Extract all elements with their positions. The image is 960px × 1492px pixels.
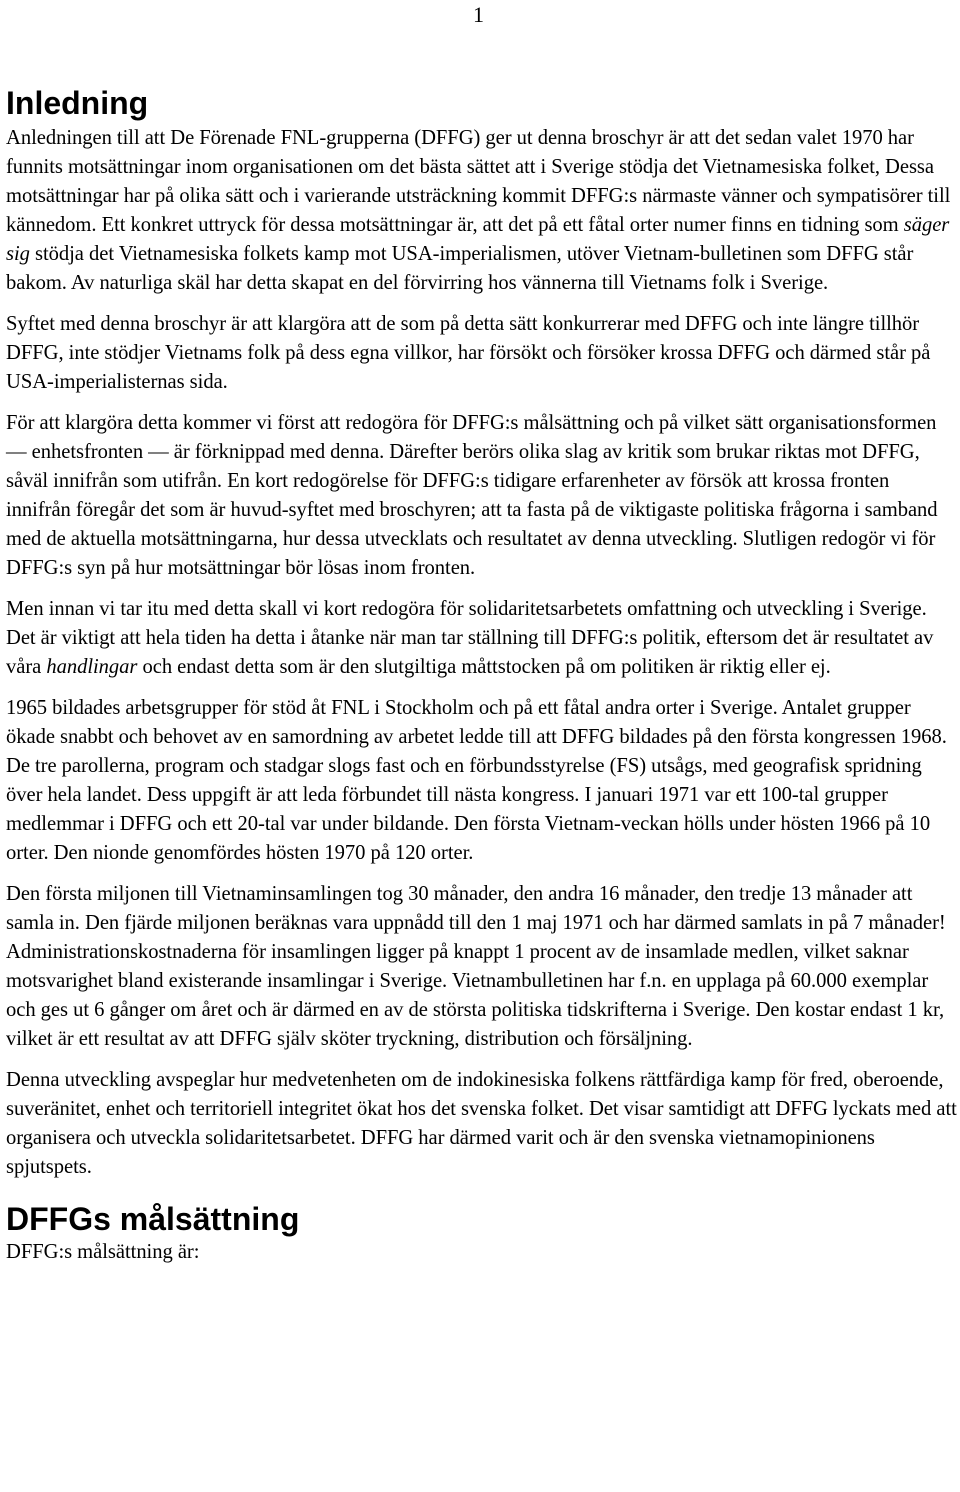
paragraph: 1965 bildades arbetsgrupper för stöd åt FNL i Stockholm och på ett fåtal andra orter i Sverige. Antalet grupper ökade snabbt och behovet av en samordning av arbetet ledde till att DFFG bildades på den första kongressen 1968. De tre parollerna, program och stadgar slogs fast och en förbundsstyrelse (FS) utsågs, med geografisk spridning över hela landet. Dess uppgift är att leda förbundet till nästa kongress. I januari 1971 var ett 100-tal grupper medlemmar i DFFG och ett 20-tal var under bildande. Den första Vietnam-veckan hölls under hösten 1966 på 10 orter. Den nionde genomfördes hösten 1970 på 120 orter.: [6, 697, 947, 864]
paragraph: Syftet med denna broschyr är att klargöra att de som på detta sätt konkurrerar med DFFG och inte längre tillhör DFFG, inte stödjer Vietnams folk på dess egna villkor, har försökt och försöker krossa DFFG och därmed står på USA-imperialisternas sida.: [6, 313, 931, 393]
paragraph: DFFG:s målsättning är:: [6, 1241, 200, 1263]
page-number: 1: [473, 2, 484, 27]
emphasis-text: säger sig: [6, 214, 950, 265]
paragraph: Denna utveckling avspeglar hur medvetenheten om de indokinesiska folkens rättfärdiga kamp för fred, oberoende, suveränitet, enhet och territoriell integritet ökat hos det svenska folket. Det visar samtidigt att DFFG lyckats med att organisera och utveckla solidaritetsarbetet. DFFG har därmed varit och är den svenska vietnamopinionens spjutspets.: [6, 1069, 957, 1178]
paragraph-text: och endast detta som är den slutgiltiga måttstocken på om politiken är riktig eller ej.: [137, 656, 831, 678]
section-heading-malsattning: DFFGs målsättning: [6, 1201, 300, 1237]
document-body: [6, 84, 958, 1267]
paragraph-text: Anledningen till att De Förenade FNL-grupperna (DFFG) ger ut denna broschyr är att det sedan valet 1970 har funnits motsättningar inom organisationen om det bästa sättet att i Sverige stödja det Vietnamesiska folket, Dessa motsättningar har på olika sätt och i varierande utsträckning kommit DFFG:s närmaste vänner och sympatisörer till kännedom. Ett konkret uttryck för dessa motsättningar är, att det på ett fåtal orter numer finns en tidning som: [6, 127, 951, 236]
section-heading-inledning: Inledning: [6, 85, 149, 121]
paragraph: För att klargöra detta kommer vi först att redogöra för DFFG:s målsättning och på vilket sätt organisationsformen — enhetsfronten — är förknippad med denna. Därefter berörs olika slag av kritik som brukar riktas mot DFFG, såväl innifrån som utifrån. En kort redogörelse för DFFG:s tidigare erfarenheter av försök att krossa fronten innifrån föregår det som är huvud-syftet med broschyren; att ta fasta på de viktigaste politiska frågorna i samband med de aktuella motsättningarna, hur dessa utvecklats och resultatet av denna utveckling. Slutligen redogör vi för DFFG:s syn på hur motsättningar bör lösas inom fronten.: [6, 412, 938, 579]
paragraph: [6, 124, 958, 298]
paragraph-text: Men innan vi tar itu med detta skall vi kort redogöra för solidaritetsarbetets omfattning och utveckling i Sverige. Det är viktigt att hela tiden ha detta i åtanke när man tar ställning till DFFG:s politik, eftersom det är resultatet av våra: [6, 598, 934, 678]
emphasis-text: handlingar: [46, 656, 138, 678]
paragraph: Den första miljonen till Vietnaminsamlingen tog 30 månader, den andra 16 månader, den tredje 13 månader att samla in. Den fjärde miljonen beräknas vara uppnådd till den 1 maj 1971 och har därmed samlats in på 7 månader! Administrationskostnaderna för insamlingen ligger på knappt 1 procent av de insamlade medlen, vilket saknar motsvarighet bland existerande insamlingar i Sverige. Vietnambulletinen har f.n. en upplaga på 60.000 exemplar och ges ut 6 gånger om året och är därmed en av de största politiska tidskrifterna i Sverige. Den kostar endast 1 kr, vilket är ett resultat av att DFFG själv sköter tryckning, distribution och försäljning.: [6, 883, 946, 1050]
paragraph: [6, 595, 958, 682]
paragraph-text: stödja det Vietnamesiska folkets kamp mot USA-imperialismen, utöver Vietnam-bulletinen som DFFG står bakom. Av naturliga skäl har detta skapat en del förvirring hos vännerna till Vietnams folk i Sverige.: [6, 243, 914, 294]
